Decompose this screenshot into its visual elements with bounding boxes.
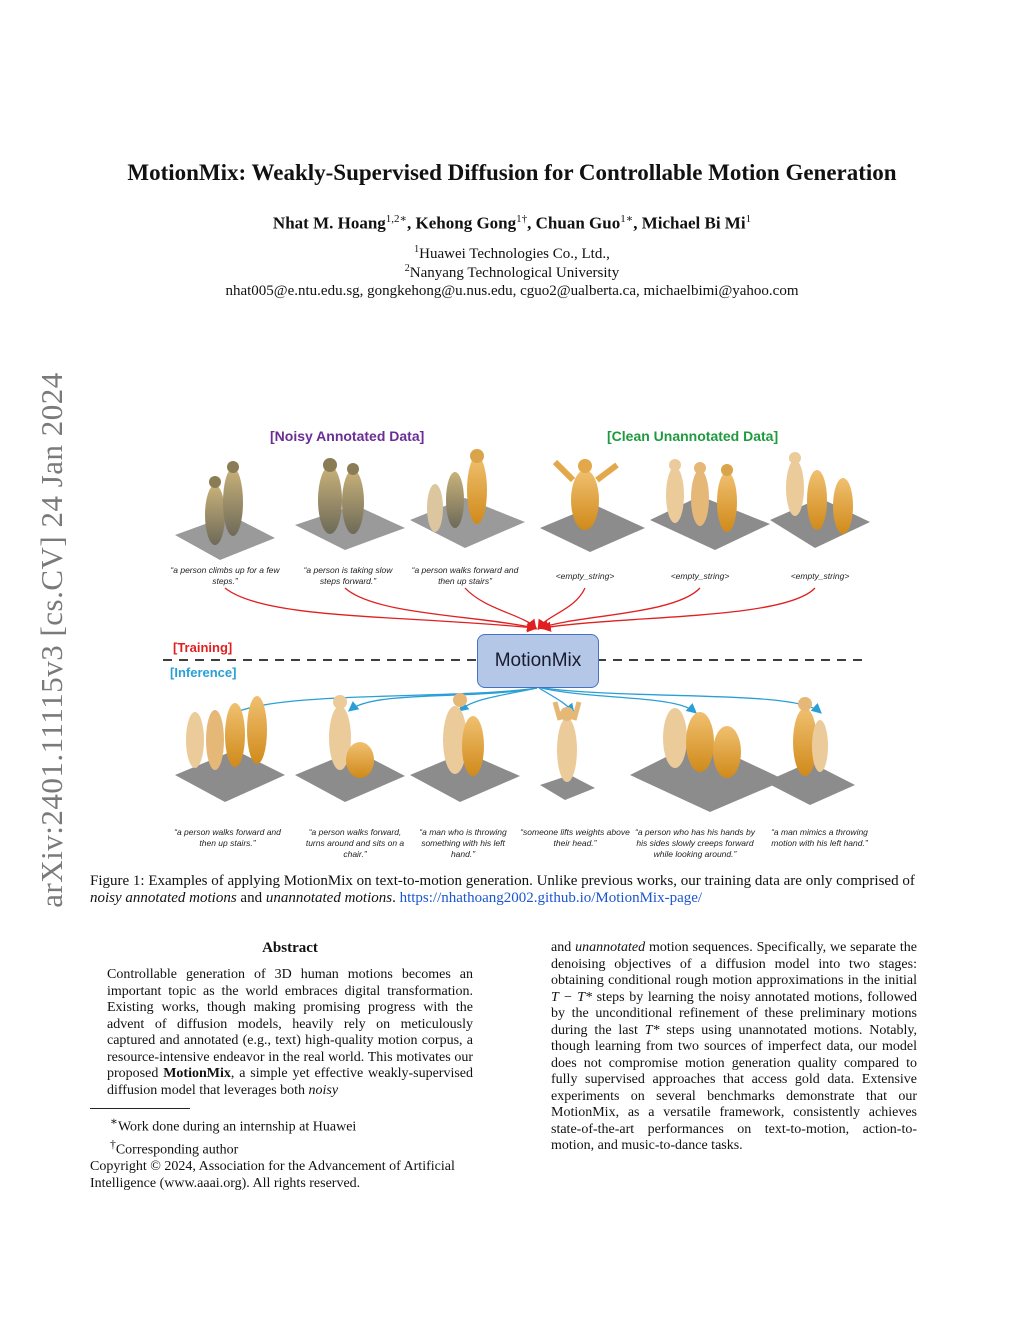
inference-label: [Inference] bbox=[170, 665, 237, 680]
abstract-model-name: MotionMix bbox=[163, 1066, 231, 1081]
affiliation-name: Huawei Technologies Co., Ltd., bbox=[419, 246, 610, 262]
abstract-math: T − T* bbox=[551, 989, 592, 1005]
top-caption: <empty_string> bbox=[670, 571, 730, 581]
abstract-text: motion sequences. Specifically, we separate the denoising objectives of a diffusion model into two stages: obtaining conditional rough motion approximations in the initial bbox=[551, 940, 917, 988]
abstract-heading: Abstract bbox=[262, 940, 318, 956]
author-list: Nhat M. Hoang$^{1,2∗}$, Kehong Gong$^{1\dagger}$, Chuan Guo$^{1∗}$, Michael Bi Mi$^1$ bbox=[272, 213, 752, 233]
paper-title: MotionMix: Weakly-Supervised Diffusion for Controllable Motion Generation bbox=[127, 160, 897, 185]
noisy-data-label: [Noisy Annotated Data] bbox=[270, 428, 425, 444]
bottom-motion-2 bbox=[295, 695, 405, 802]
abstract-paragraph-continued bbox=[551, 940, 917, 1155]
top-caption: “a person climbs up for a few steps.” bbox=[170, 565, 280, 586]
top-caption: <empty_string> bbox=[790, 571, 850, 581]
bottom-caption: “a man who is throwing something with his left hand.” bbox=[419, 827, 507, 859]
bottom-motion-3 bbox=[410, 693, 520, 802]
clean-data-label: [Clean Unannotated Data] bbox=[607, 428, 779, 444]
figure-caption-text: Figure 1: Examples of applying MotionMix on text-to-motion generation. Unlike previous works, our training data are only comprised of bbox=[90, 873, 915, 889]
abstract-math: T* bbox=[644, 1022, 660, 1038]
top-caption: “a person walks forward and then up stairs” bbox=[411, 565, 519, 586]
figure-caption bbox=[90, 873, 934, 907]
top-motion-6 bbox=[770, 452, 870, 548]
author-emails: nhat005@e.ntu.edu.sg, gongkehong@u.nus.edu, cguo2@ualberta.ca, michaelbimi@yahoo.com bbox=[225, 283, 799, 299]
affiliation bbox=[0, 263, 1024, 282]
figure-caption-text: and bbox=[236, 890, 266, 906]
footnote-rule bbox=[90, 1108, 190, 1109]
abstract-text: , a simple yet effective weakly-supervised diffusion model that leverages both bbox=[107, 1066, 474, 1098]
affiliation-sup: 2 bbox=[404, 263, 410, 274]
footnotes bbox=[90, 1108, 490, 1192]
author-sup: 1† bbox=[516, 213, 528, 225]
bottom-motion-1 bbox=[175, 696, 285, 802]
footnote-mark: ∗ bbox=[110, 1115, 118, 1128]
bottom-caption: “a person walks forward and then up stairs.” bbox=[174, 827, 281, 848]
project-page-link[interactable]: https://nhathoang2002.github.io/MotionMix-page/ bbox=[399, 890, 703, 906]
arxiv-id: arXiv:2401.11115v3 [cs.CV] 24 Jan 2024 bbox=[34, 372, 69, 908]
abstract-left-column bbox=[107, 940, 473, 1099]
author-sup: 1 bbox=[745, 213, 752, 225]
figure-caption-text: . bbox=[392, 890, 400, 906]
abstract-emphasis: noisy bbox=[308, 1082, 339, 1098]
inference-arrows bbox=[230, 688, 820, 715]
footnote-internship bbox=[90, 1113, 490, 1136]
top-caption: “a person is taking slow steps forward.” bbox=[303, 565, 393, 586]
figure-1 bbox=[155, 420, 875, 870]
abstract-text: Controllable generation of 3D human motions becomes an important topic as the world embraces digital transformation. Existing works, though making promising progress with the advent of diffusion models, heavily rely on meticulously captured and annotated (e.g., text) high-quality motion corpus, a resource-intensive endeavor in the real world. This motivates our proposed bbox=[107, 967, 473, 1081]
figure-caption-emphasis: unannotated motions bbox=[265, 890, 393, 906]
author-name: Chuan Guo bbox=[535, 213, 621, 233]
bottom-motion-5 bbox=[630, 708, 785, 812]
abstract-text: steps by learning the noisy annotated motions, followed by the unconditional refinement of these preliminary motions during the last bbox=[551, 989, 917, 1038]
abstract-right-column bbox=[551, 940, 917, 1155]
bottom-motion-4 bbox=[540, 702, 595, 800]
top-motion-3 bbox=[410, 449, 525, 548]
abstract-paragraph bbox=[107, 967, 473, 1099]
author-name: Nhat M. Hoang bbox=[272, 213, 386, 233]
bottom-caption: “a man mimics a throwing motion with his left hand.” bbox=[771, 827, 868, 848]
footnote-text: Work done during an internship at Huawei bbox=[117, 1119, 357, 1135]
top-caption: <empty_string> bbox=[555, 571, 615, 581]
figure-caption-emphasis: noisy annotated motions bbox=[90, 890, 237, 906]
bottom-caption: “someone lifts weights above their head.” bbox=[520, 827, 630, 848]
copyright-notice: Copyright © 2024, Association for the Advancement of Artificial Intelligence (www.aaai.org). All rights reserved. bbox=[90, 1159, 455, 1192]
author-name: Michael Bi Mi bbox=[641, 213, 746, 233]
footnote-mark: † bbox=[110, 1137, 116, 1151]
footnote-corresponding bbox=[90, 1136, 490, 1159]
bottom-caption: “a person who has his hands by his sides slowly creeps forward while looking around.” bbox=[634, 827, 756, 859]
author-sup: 1,2∗ bbox=[385, 213, 408, 225]
affiliation bbox=[0, 244, 1024, 263]
top-motion-4 bbox=[540, 459, 645, 552]
abstract-emphasis: unannotated bbox=[575, 940, 646, 955]
author-sup: 1∗ bbox=[620, 213, 634, 225]
affiliation-name: Nanyang Technological University bbox=[409, 265, 620, 281]
top-motion-5 bbox=[650, 459, 770, 550]
author-name: Kehong Gong bbox=[415, 213, 517, 233]
motionmix-model-box: MotionMix bbox=[477, 634, 599, 688]
training-arrows bbox=[225, 588, 815, 628]
training-label: [Training] bbox=[173, 640, 233, 655]
bottom-caption: “a person walks forward, turns around and sits on a chair.” bbox=[305, 827, 405, 859]
abstract-text: steps using unannotated motions. Notably, though learning from two sources of imperfect data, our model does not compromise motion generation quality compared to fully supervised approaches that access gold data. Extensive experiments on several benchmarks demonstrate that our MotionMix, as a versatile framework, consistently achieves state-of-the-art performances on text-to-motion, action-to-motion, and music-to-dance tasks. bbox=[551, 1022, 917, 1153]
top-motion-2 bbox=[295, 458, 405, 550]
bottom-motion-6 bbox=[765, 697, 855, 805]
footnote-text: Corresponding author bbox=[115, 1142, 239, 1158]
abstract-text: and bbox=[551, 940, 576, 955]
top-motion-1 bbox=[175, 461, 275, 560]
affiliation-sup: 1 bbox=[414, 244, 420, 255]
